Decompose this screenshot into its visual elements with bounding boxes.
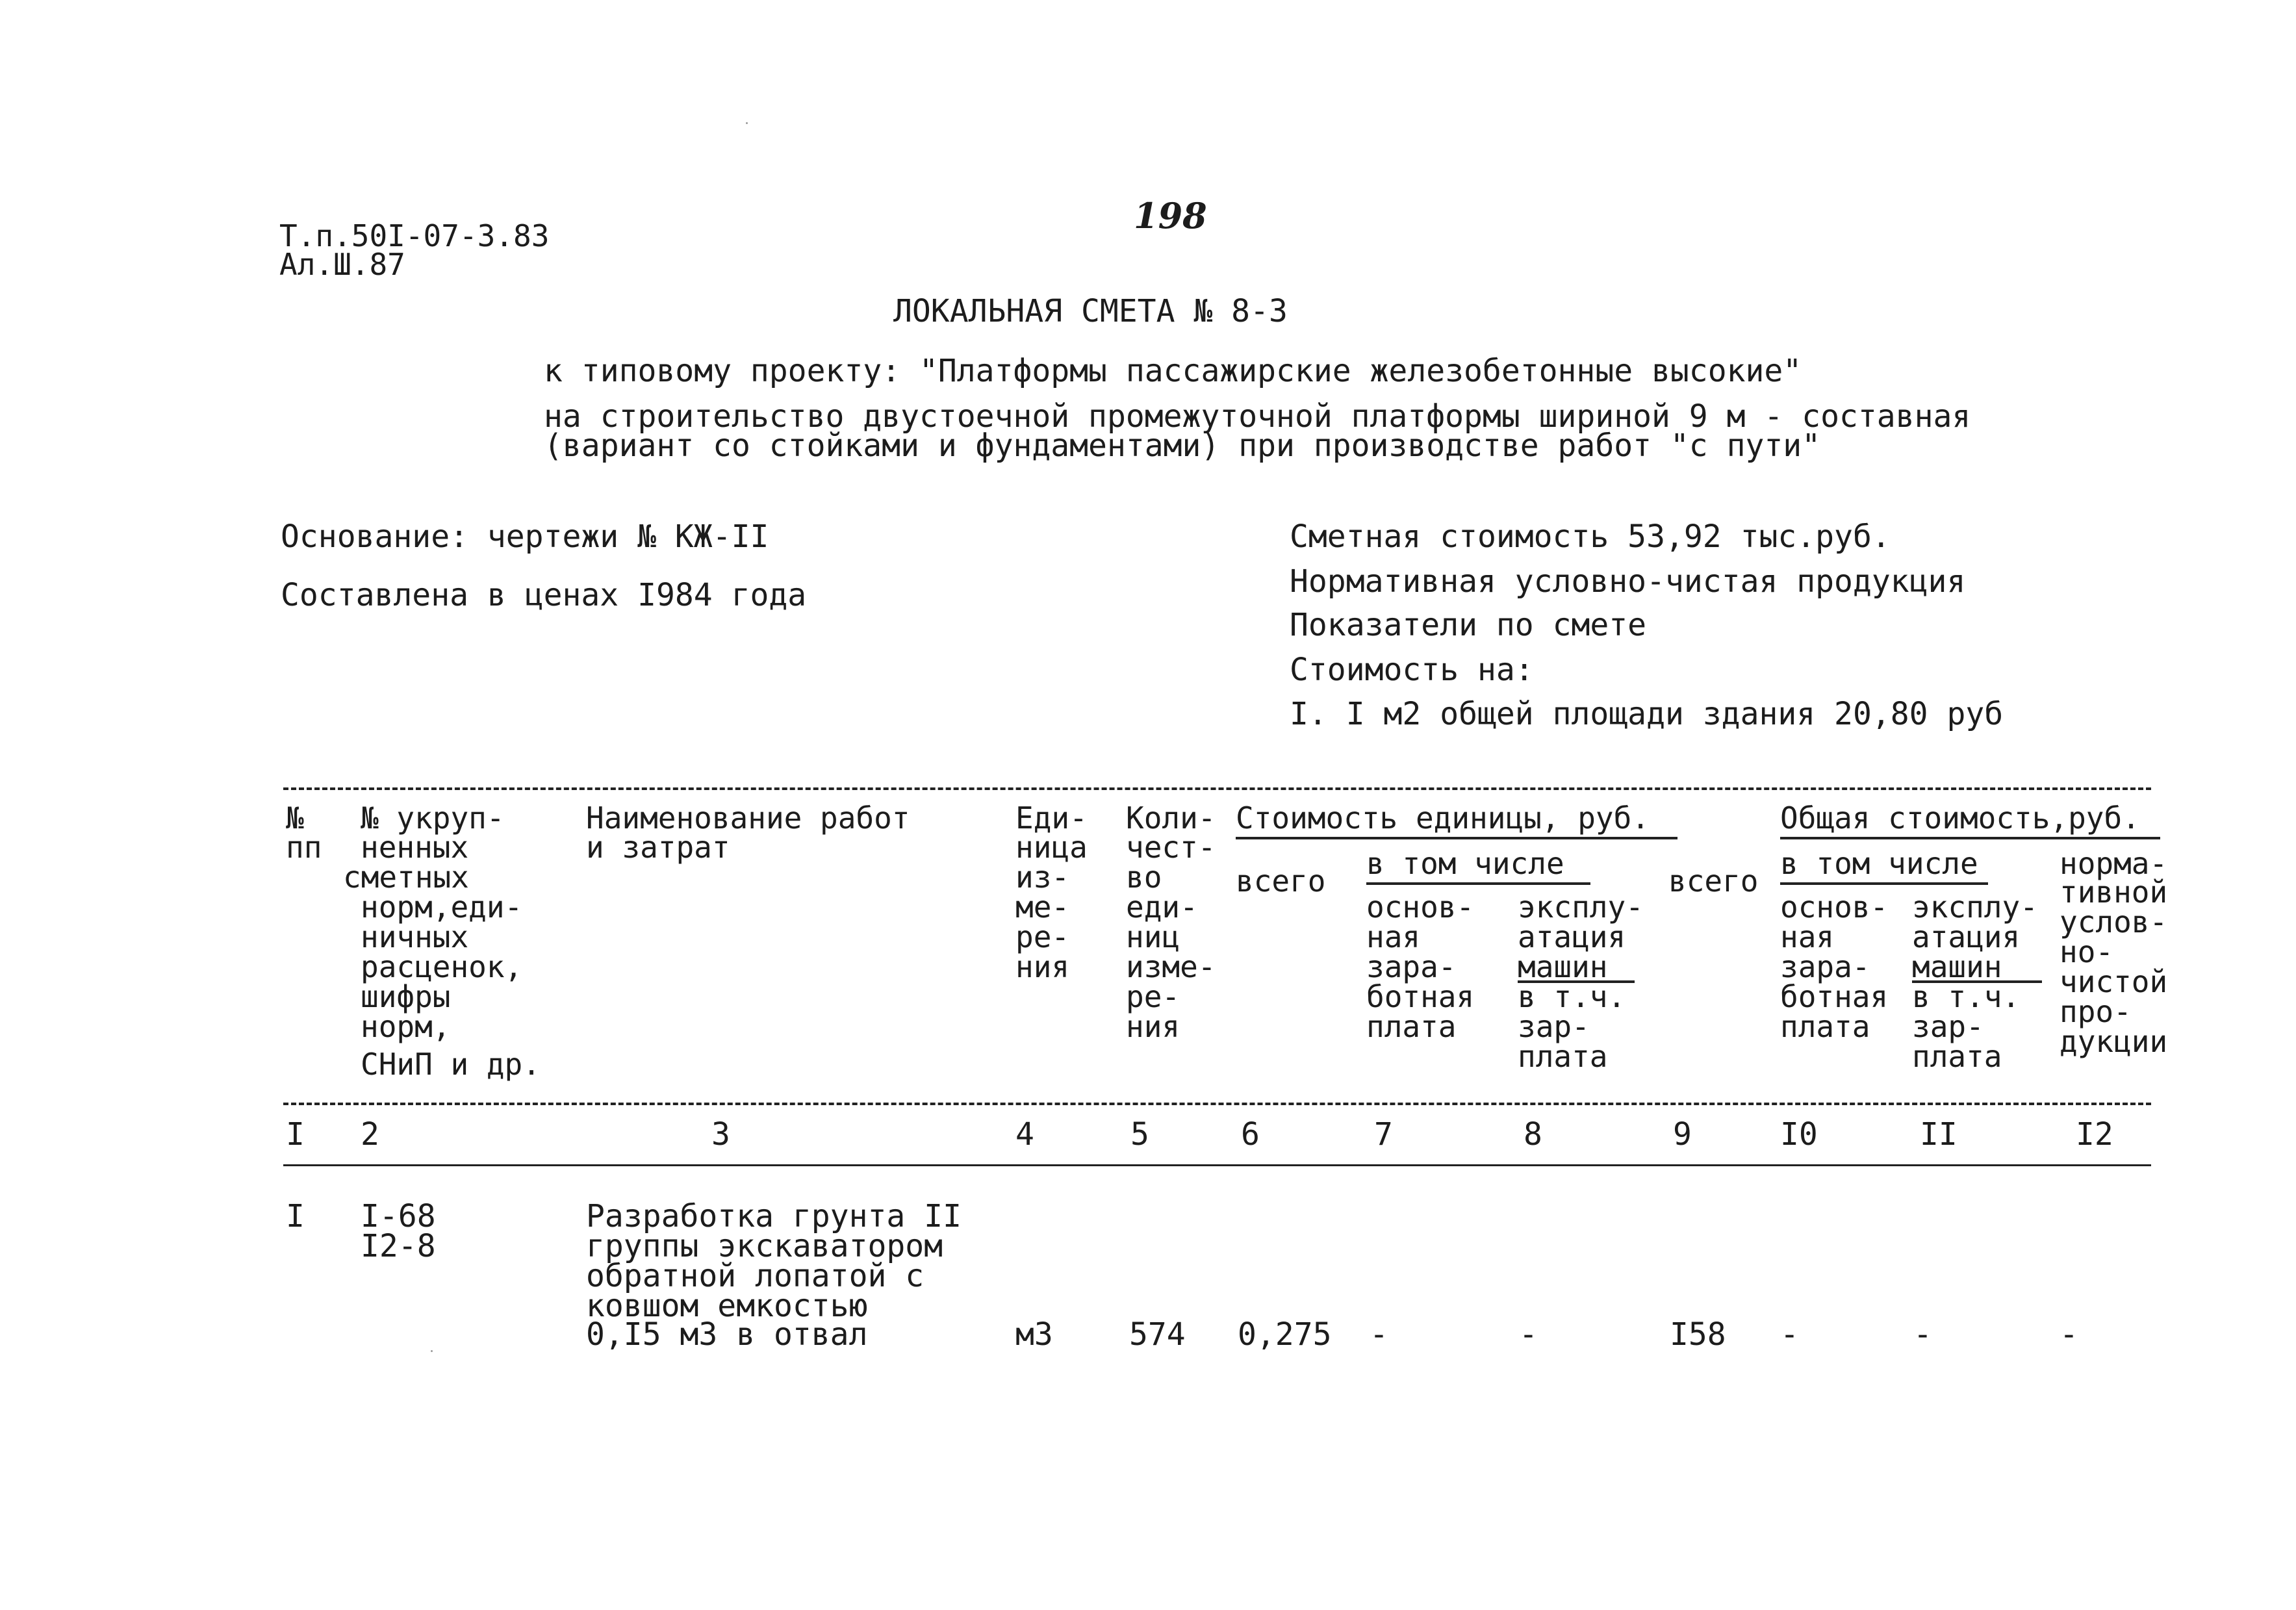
row-work-name: Разработка грунта II (586, 1198, 962, 1234)
row-work-name: ковшом емкостью (586, 1288, 868, 1324)
scan-speck (746, 122, 748, 124)
header-code: ничных (361, 919, 469, 954)
album-number: Ал.Ш.87 (279, 247, 405, 282)
header-unit: ния (1015, 949, 1070, 984)
cost-per-label: Стоимость на: (1290, 652, 1534, 688)
header-code: норм, (361, 1009, 451, 1044)
normative-header: чистой (2060, 964, 2168, 999)
total-wage-header: ная (1780, 919, 1835, 954)
row-total-wage: - (1780, 1316, 1799, 1353)
unit-total-header: всего (1236, 863, 1326, 899)
row-quantity: 574 (1129, 1316, 1186, 1353)
total-wage-header: ботная (1780, 979, 1889, 1014)
total-cost-underline (1780, 837, 2160, 839)
column-number: II (1920, 1116, 1958, 1153)
total-machine-header: машин (1912, 949, 2002, 984)
unit-wage-header: основ- (1366, 889, 1475, 925)
total-machine-header: эксплу- (1912, 889, 2038, 925)
unit-in-that-underline (1366, 882, 1590, 885)
total-wage-header: основ- (1780, 889, 1889, 925)
column-number: 4 (1015, 1116, 1034, 1153)
header-qty: ния (1126, 1009, 1180, 1044)
normative-header: но- (2060, 934, 2114, 969)
total-machine-header: в т.ч. (1912, 979, 2021, 1014)
header-num: пп (286, 830, 322, 865)
column-number: 2 (361, 1116, 379, 1153)
header-code: СНиП и др. (361, 1047, 541, 1082)
document-title: ЛОКАЛЬНАЯ СМЕТА № 8-3 (893, 293, 1288, 329)
total-in-that: в том числе (1780, 846, 1978, 881)
row-normative: - (2060, 1316, 2078, 1353)
prices-text: Составлена в ценах I984 года (281, 577, 807, 613)
header-unit: из- (1015, 860, 1070, 895)
row-unit: м3 (1015, 1316, 1053, 1353)
unit-wage-header: зара- (1366, 949, 1457, 984)
column-number: 9 (1673, 1116, 1692, 1153)
total-wage-header: плата (1780, 1009, 1870, 1044)
total-cost-group: Общая стоимость,руб. (1780, 800, 2140, 836)
header-code: сметных (343, 860, 469, 895)
header-qty: Коли- (1126, 800, 1216, 836)
unit-wage-header: ботная (1366, 979, 1475, 1014)
header-unit: ме- (1015, 889, 1070, 925)
header-qty: изме- (1126, 949, 1216, 984)
header-work-name: и затрат (586, 830, 730, 865)
unit-in-that: в том числе (1366, 846, 1564, 881)
row-work-name: группы экскаватором (586, 1228, 943, 1264)
row-unit-machine: - (1519, 1316, 1538, 1353)
unit-machine-header: плата (1518, 1039, 1608, 1074)
row-code: I-68 (361, 1198, 436, 1234)
unit-machine-header: эксплу- (1518, 889, 1644, 925)
estimated-cost: Сметная стоимость 53,92 тыс.руб. (1290, 518, 1891, 555)
column-number: 8 (1524, 1116, 1542, 1153)
header-work-name: Наименование работ (586, 800, 910, 836)
header-code: норм,еди- (361, 889, 523, 925)
row-number: I (286, 1198, 305, 1234)
unit-wage-header: плата (1366, 1009, 1457, 1044)
page-number: 198 (1134, 195, 1207, 236)
total-machine-header: плата (1912, 1039, 2002, 1074)
row-work-name: обратной лопатой с (586, 1258, 925, 1294)
total-in-that-underline (1780, 882, 1988, 885)
unit-wage-header: ная (1366, 919, 1421, 954)
total-cost-header: всего (1668, 863, 1759, 899)
normative-header: про- (2060, 994, 2132, 1029)
column-number: 6 (1241, 1116, 1260, 1153)
basis-text: Основание: чертежи № КЖ-II (281, 518, 769, 555)
normative-header: дукции (2060, 1024, 2168, 1059)
row-total-machine: - (1913, 1316, 1932, 1353)
total-machine-header: зар- (1912, 1009, 1984, 1044)
unit-cost-underline (1236, 837, 1677, 839)
row-unit-wage: - (1370, 1316, 1388, 1353)
scan-speck (431, 1350, 433, 1352)
header-num: № (286, 800, 304, 836)
title-line-1: к типовому проекту: "Платформы пассажирские железобетонные высокие" (544, 353, 1802, 389)
column-number: 7 (1374, 1116, 1393, 1153)
unit-machine-header: зар- (1518, 1009, 1590, 1044)
normative-header: норма- (2060, 846, 2168, 881)
normative-header: услов- (2060, 904, 2168, 939)
header-unit: ница (1015, 830, 1088, 865)
header-qty: ниц (1126, 919, 1180, 954)
header-code: № укруп- (361, 800, 505, 836)
header-qty: чест- (1126, 830, 1216, 865)
column-number: 3 (711, 1116, 730, 1153)
total-wage-header: зара- (1780, 949, 1870, 984)
header-qty: ре- (1126, 979, 1180, 1014)
title-line-3: (вариант со стойками и фундаментами) при производстве работ "с пути" (544, 428, 1821, 464)
normative-product: Нормативная условно-чистая продукция (1290, 563, 1966, 600)
header-code: расценок, (361, 949, 523, 984)
column-number: I2 (2076, 1116, 2113, 1153)
indicators-label: Показатели по смете (1290, 607, 1647, 643)
row-total: I58 (1670, 1316, 1726, 1353)
header-code: ненных (361, 830, 469, 865)
header-qty: во (1126, 860, 1162, 895)
area-cost: I. I м2 общей площади здания 20,80 руб (1290, 696, 2004, 732)
row-code: I2-8 (361, 1228, 436, 1264)
column-number: 5 (1130, 1116, 1149, 1153)
unit-cost-group: Стоимость единицы, руб. (1236, 800, 1650, 836)
title-line-2: на строительство двустоечной промежуточной платформы шириной 9 м - составная (544, 398, 1971, 435)
header-qty: еди- (1126, 889, 1198, 925)
unit-machine-header: атация (1518, 919, 1626, 954)
header-unit: Еди- (1015, 800, 1088, 836)
normative-header: тивной (2060, 875, 2168, 910)
unit-machine-header: в т.ч. (1518, 979, 1626, 1014)
unit-machine-header: машин (1518, 949, 1608, 984)
total-machine-header: атация (1912, 919, 2021, 954)
row-work-name: 0,I5 м3 в отвал (586, 1316, 868, 1353)
column-number: I0 (1780, 1116, 1818, 1153)
header-code: шифры (361, 979, 451, 1014)
column-number: I (286, 1116, 305, 1153)
project-code: Т.п.50I-07-3.83 (279, 218, 550, 253)
header-unit: ре- (1015, 919, 1070, 954)
row-unit-total: 0,275 (1238, 1316, 1332, 1353)
